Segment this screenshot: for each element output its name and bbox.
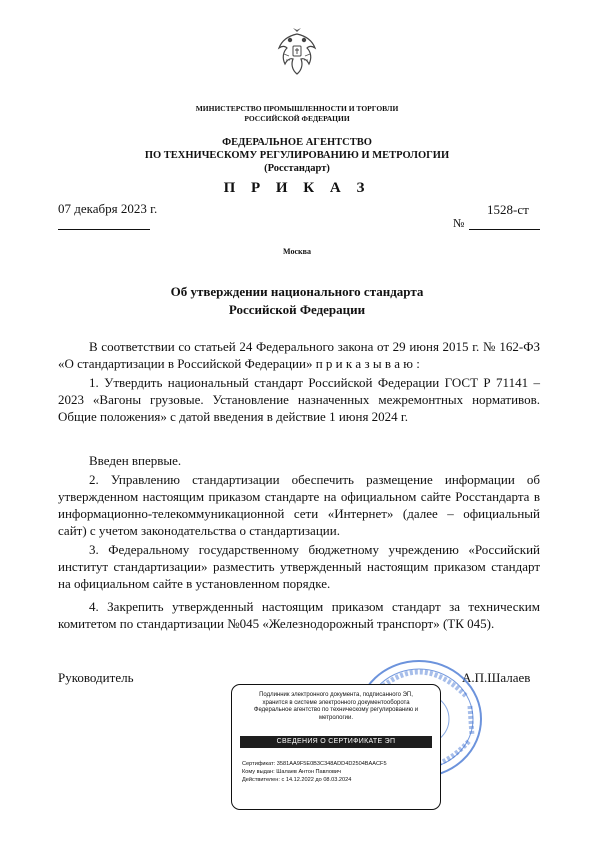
- paragraph-item-3: 3. Федеральному государственному бюджетному учреждению «Российский институт стандартизации» разместить утвержденный настоящим приказом стандарт на официальном сайте в установленном порядке.: [58, 542, 540, 591]
- paragraph-item-2: 2. Управлению стандартизации обеспечить размещение информации об утвержденном настоящим приказом стандарте на официальном сайте Росстандарта в информационно-телекоммуникационной сети «Интернет» (далее – официальный сайт) с учетом законодательства о стандартизации.: [58, 472, 540, 538]
- order-date: 07 декабря 2023 г.: [58, 201, 158, 216]
- paragraph-item-1: 1. Утвердить национальный стандарт Российской Федерации ГОСТ Р 71141 –2023 «Вагоны грузовые. Установление назначенных межремонтных нормативов. Общие положения» с датой введения в действие 1 июня 2024 г.: [58, 375, 540, 424]
- subject-line-1: Об утверждении национального стандарта: [170, 284, 424, 299]
- cert-owner-label: Кому выдан:: [242, 769, 275, 775]
- certificate-row-validity: [242, 776, 436, 784]
- signer-name: А.П.Шалаев: [462, 670, 531, 685]
- certificate-row-owner: [242, 768, 436, 776]
- e-signature-certificate: [231, 684, 441, 810]
- ministry-name: [0, 104, 594, 124]
- order-number: 1528-ст: [487, 202, 529, 217]
- paragraph-item-4: 4. Закрепить утвержденный настоящим приказом стандарт за техническим комитетом по стандартизации №045 «Железнодорожный транспорт» (ТК 045).: [58, 599, 540, 631]
- order-subject: [0, 283, 594, 319]
- cert-serial-label: Сертификат:: [242, 761, 276, 767]
- certificate-details: [242, 760, 436, 784]
- order-number-sign: №: [453, 216, 465, 230]
- certificate-note: Подлинник электронного документа, подписанного ЭП, хранится в системе электронного документооборота Федеральное агентство по техническому регулированию и метрологии.: [253, 692, 419, 721]
- cert-owner-value: Шалаев Антон Павлович: [276, 769, 341, 775]
- paragraph-first-introduced: Введен впервые.: [89, 453, 182, 468]
- coat-of-arms-icon: [276, 26, 318, 76]
- certificate-header-bar: СВЕДЕНИЯ О СЕРТИФИКАТЕ ЭП: [240, 736, 432, 748]
- cert-valid-label: Действителен:: [242, 777, 280, 783]
- paragraph-preamble: В соответствии со статьей 24 Федерального закона от 29 июня 2015 г. № 162-ФЗ «О стандартизации в Российской Федерации» п р и к а з ы в а ю :: [58, 339, 540, 371]
- ministry-line-2: РОССИЙСКОЙ ФЕДЕРАЦИИ: [244, 114, 350, 123]
- cert-valid-value: с 14.12.2022 до 08.03.2024: [281, 777, 352, 783]
- ministry-line-1: МИНИСТЕРСТВО ПРОМЫШЛЕННОСТИ И ТОРГОВЛИ: [195, 104, 399, 113]
- cert-serial-value: 3581AA9F5E0B3C348ADD4D2504BAACF5: [276, 761, 387, 767]
- date-underline: [58, 229, 150, 230]
- number-underline: [469, 229, 540, 230]
- agency-line-3: (Росстандарт): [264, 163, 330, 174]
- subject-line-2: Российской Федерации: [228, 302, 366, 317]
- agency-line-1: ФЕДЕРАЛЬНОЕ АГЕНТСТВО: [222, 137, 372, 148]
- certificate-row-serial: [242, 760, 436, 768]
- signer-title: Руководитель: [58, 670, 134, 685]
- order-title: П Р И К А З: [223, 180, 371, 196]
- agency-name: [0, 136, 594, 175]
- agency-line-2: ПО ТЕХНИЧЕСКОМУ РЕГУЛИРОВАНИЮ И МЕТРОЛОГИИ: [144, 150, 450, 161]
- order-city: Москва: [283, 247, 311, 256]
